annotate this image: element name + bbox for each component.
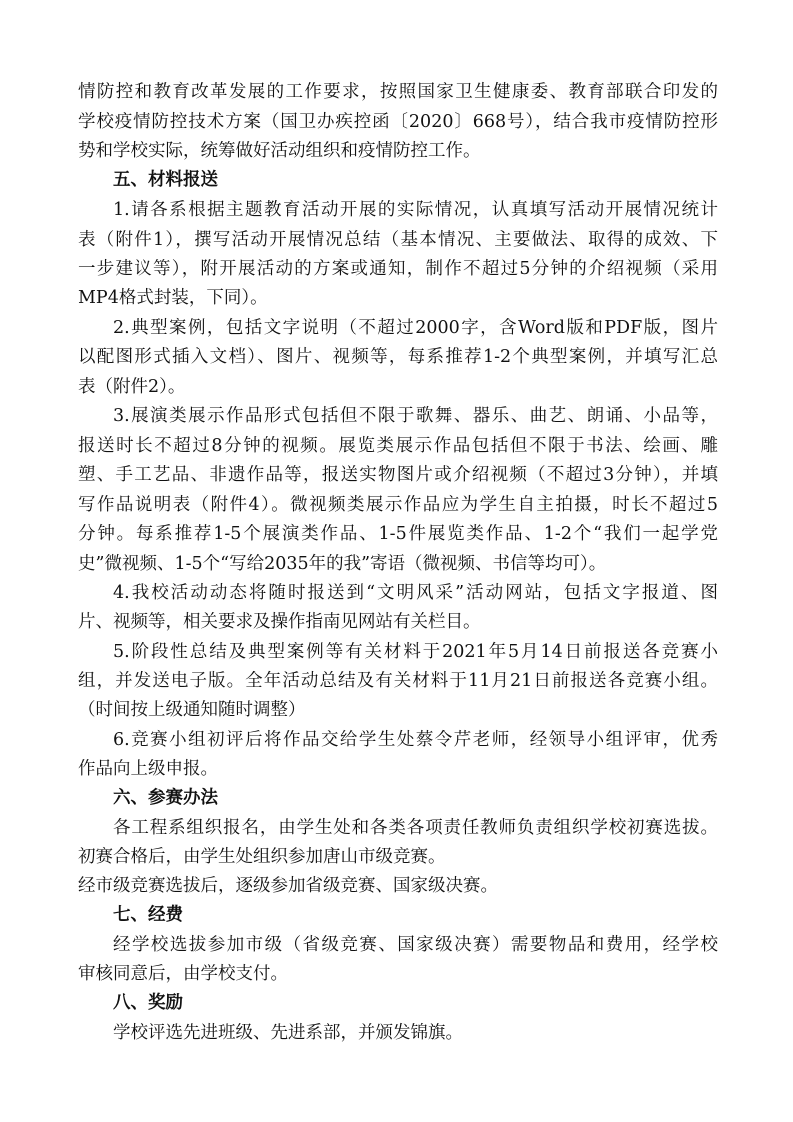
- section-heading-rewards: 八、奖励: [113, 993, 183, 1013]
- body-line: 塑、手工艺品、非遗作品等，报送实物图片或介绍视频（不超过3分钟），并填: [78, 465, 718, 485]
- section-heading-participation: 六、参赛办法: [113, 788, 218, 808]
- body-line: 以配图形式插入文档）、图片、视频等，每系推荐1-2个典型案例，并填写汇总: [78, 347, 718, 367]
- body-line: 经学校选拔参加市级（省级竞赛、国家级决赛）需要物品和费用，经学校: [113, 935, 718, 955]
- body-line: 情防控和教育改革发展的工作要求，按照国家卫生健康委、教育部联合印发的: [78, 82, 718, 102]
- body-line: 各工程系组织报名，由学生处和各类各项责任教师负责组织学校初赛选拔。: [113, 818, 718, 838]
- body-line: 6.竞赛小组初评后将作品交给学生处蔡令芹老师，经领导小组评审，优秀: [113, 730, 718, 750]
- body-line: 经市级竞赛选拔后，逐级参加省级竞赛、国家级决赛。: [78, 876, 498, 896]
- body-line: 4.我校活动动态将随时报送到“文明风采”活动网站，包括文字报道、图: [113, 583, 718, 603]
- body-line: （时间按上级通知随时调整）: [78, 700, 306, 720]
- body-line: 势和学校实际，统筹做好活动组织和疫情防控工作。: [78, 141, 481, 161]
- body-line: 史”微视频、1-5个“写给2035年的我”寄语（微视频、书信等均可）。: [78, 554, 607, 574]
- body-line: 分钟。每系推荐1-5个展演类作品、1-5件展览类作品、1-2个“我们一起学党: [78, 524, 718, 544]
- body-line: 作品向上级申报。: [78, 759, 218, 779]
- body-line: 表（附件2）。: [78, 377, 186, 397]
- body-line: 一步建议等），附开展活动的方案或通知，制作不超过5分钟的介绍视频（采用: [78, 259, 718, 279]
- body-line: 表（附件1），撰写活动开展情况总结（基本情况、主要做法、取得的成效、下: [78, 230, 718, 250]
- body-line: 片、视频等，相关要求及操作指南见网站有关栏目。: [78, 612, 481, 632]
- body-line: 学校评选先进班级、先进系部，并颁发锦旗。: [113, 1023, 463, 1043]
- body-line: 写作品说明表（附件4）。微视频类展示作品应为学生自主拍摄，时长不超过5: [78, 495, 718, 515]
- body-line: 1.请各系根据主题教育活动开展的实际情况，认真填写活动开展情况统计: [113, 200, 718, 220]
- section-heading-materials: 五、材料报送: [113, 170, 218, 190]
- section-heading-funding: 七、经费: [113, 905, 183, 925]
- body-line: 初赛合格后，由学生处组织参加唐山市级竞赛。: [78, 847, 446, 867]
- body-line: 学校疫情防控技术方案（国卫办疾控函〔2020〕668号），结合我市疫情防控形: [78, 112, 718, 132]
- body-line: 组，并发送电子版。全年活动总结及有关材料于11月21日前报送各竞赛小组。: [78, 671, 718, 691]
- body-line: 报送时长不超过8分钟的视频。展览类展示作品包括但不限于书法、绘画、雕: [78, 436, 718, 456]
- body-line: 2.典型案例，包括文字说明（不超过2000字，含Word版和PDF版，图片: [113, 318, 718, 338]
- body-line: 3.展演类展示作品形式包括但不限于歌舞、器乐、曲艺、朗诵、小品等，: [113, 406, 718, 426]
- body-line: 审核同意后，由学校支付。: [78, 964, 288, 984]
- body-line: MP4格式封装，下同）。: [78, 288, 268, 308]
- body-line: 5.阶段性总结及典型案例等有关材料于2021年5月14日前报送各竞赛小: [113, 642, 718, 662]
